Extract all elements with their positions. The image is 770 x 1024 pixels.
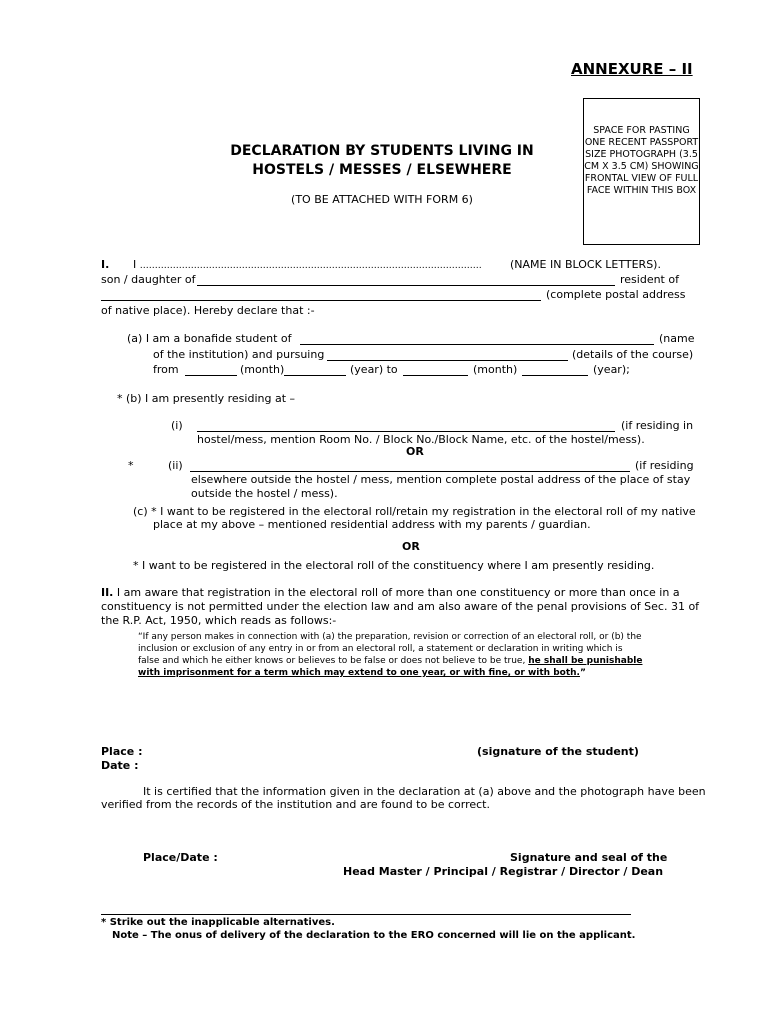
parent-name-line[interactable] <box>197 285 615 286</box>
photo-box-instructions: SPACE FOR PASTING ONE RECENT PASSPORT SIZE PHOTOGRAPH (3.5 CM X 3.5 CM) SHOWING FRONTAL VIEW OF FULL FACE WITHIN THIS BOX <box>584 125 699 196</box>
title-line-2: HOSTELS / MESSES / ELSEWHERE <box>252 162 512 178</box>
registration-present-text: * I want to be registered in the electoral roll of the constituency where I am presently residing. <box>133 559 655 572</box>
name-of-label: (name <box>659 332 695 345</box>
name-label: I …………………………………………………………………………………………………… <box>133 258 482 271</box>
quote-line-3: false and which he either knows or believes to be false or does not believe to be true, he shall be punishable <box>138 656 643 666</box>
year-label-2: (year); <box>593 363 630 376</box>
place-label: Place : <box>101 745 143 758</box>
option-i-end: (if residing in <box>621 419 694 432</box>
option-ii-star: * <box>128 459 134 472</box>
penalty-text-1: he shall be punishable <box>528 656 643 666</box>
year-to-label: (year) to <box>350 363 398 376</box>
or-separator-1: OR <box>406 445 424 458</box>
option-i-number: (i) <box>171 419 183 432</box>
footnote-note: Note – The onus of delivery of the declaration to the ERO concerned will lie on the applicant. <box>112 930 636 941</box>
to-year-line[interactable] <box>522 375 588 376</box>
quote-line-1: “If any person makes in connection with (a) the preparation, revision or correction of an electoral roll, or (b) the <box>138 632 642 642</box>
section-2-number: II. <box>101 586 114 599</box>
student-signature-label: (signature of the student) <box>477 745 639 758</box>
footnote-strike: * Strike out the inapplicable alternatives. <box>101 917 335 928</box>
pursuing-label: of the institution) and pursuing <box>153 348 325 361</box>
section-2-line-2: constituency is not permitted under the election law and am also aware of the penal provisions of Sec. 31 of <box>101 600 700 613</box>
name-dots: …………………………………………………………………………………………………… <box>139 261 482 271</box>
resident-of-label: resident of <box>620 273 679 286</box>
parent-label: son / daughter of <box>101 273 196 286</box>
hostel-address-line[interactable] <box>197 431 615 432</box>
certification-line-1: It is certified that the information given in the declaration at (a) above and the photograph have been <box>143 785 706 798</box>
month-label-1: (month) <box>240 363 285 376</box>
section-2-line-3: the R.P. Act, 1950, which reads as follows:- <box>101 614 337 627</box>
certification-line-2: verified from the records of the institution and are found to be correct. <box>101 798 490 811</box>
from-month-line[interactable] <box>185 375 237 376</box>
subtitle: (TO BE ATTACHED WITH FORM 6) <box>291 193 473 206</box>
option-i-instructions: hostel/mess, mention Room No. / Block No./Block Name, etc. of the hostel/mess). <box>197 433 645 446</box>
photo-box <box>583 98 700 245</box>
authority-label: Head Master / Principal / Registrar / Director / Dean <box>343 865 664 878</box>
course-line[interactable] <box>327 360 568 361</box>
option-ii-end: (if residing <box>635 459 694 472</box>
residing-heading: * (b) I am presently residing at – <box>117 392 296 405</box>
section-2-line-1: II. I am aware that registration in the electoral roll of more than one constituency or more than once in a <box>101 586 680 599</box>
institution-line[interactable] <box>300 344 654 345</box>
month-label-2: (month) <box>473 363 518 376</box>
quote-line-2: inclusion or exclusion of any entry in or from an electoral roll, a statement or declaration in writing which is <box>138 644 623 654</box>
registration-native-text-2: place at my above – mentioned residential address with my parents / guardian. <box>153 518 591 531</box>
elsewhere-address-line[interactable] <box>190 471 630 472</box>
or-separator-2: OR <box>402 540 420 553</box>
postal-address-label: (complete postal address <box>546 288 686 301</box>
course-details-label: (details of the course) <box>572 348 694 361</box>
option-ii-instructions-1: elsewhere outside the hostel / mess, mention complete postal address of the place of stay <box>191 473 691 486</box>
place-date-label: Place/Date : <box>143 851 218 864</box>
postal-address-line[interactable] <box>101 300 541 301</box>
bonafide-label: (a) I am a bonafide student of <box>127 332 292 345</box>
from-label: from <box>153 363 179 376</box>
seal-label: Signature and seal of the <box>510 851 668 864</box>
annexure-heading: ANNEXURE – II <box>571 60 693 78</box>
option-ii-instructions-2: outside the hostel / mess). <box>191 487 338 500</box>
to-month-line[interactable] <box>403 375 468 376</box>
quote-line-4: with imprisonment for a term which may extend to one year, or with fine, or with both.” <box>138 668 586 678</box>
registration-native-text-1: (c) * I want to be registered in the electoral roll/retain my registration in the electoral roll of my native <box>133 505 696 518</box>
from-year-line[interactable] <box>284 375 346 376</box>
penalty-text-2: with imprisonment for a term which may extend to one year, or with fine, or with both. <box>138 668 580 678</box>
block-letters-label: (NAME IN BLOCK LETTERS). <box>510 258 661 271</box>
native-place-text: of native place). Hereby declare that :- <box>101 304 315 317</box>
section-1-number: I. <box>101 258 110 271</box>
date-label: Date : <box>101 759 139 772</box>
footnote-divider <box>101 914 631 915</box>
option-ii-number: (ii) <box>168 459 183 472</box>
title-line-1: DECLARATION BY STUDENTS LIVING IN <box>230 143 534 159</box>
